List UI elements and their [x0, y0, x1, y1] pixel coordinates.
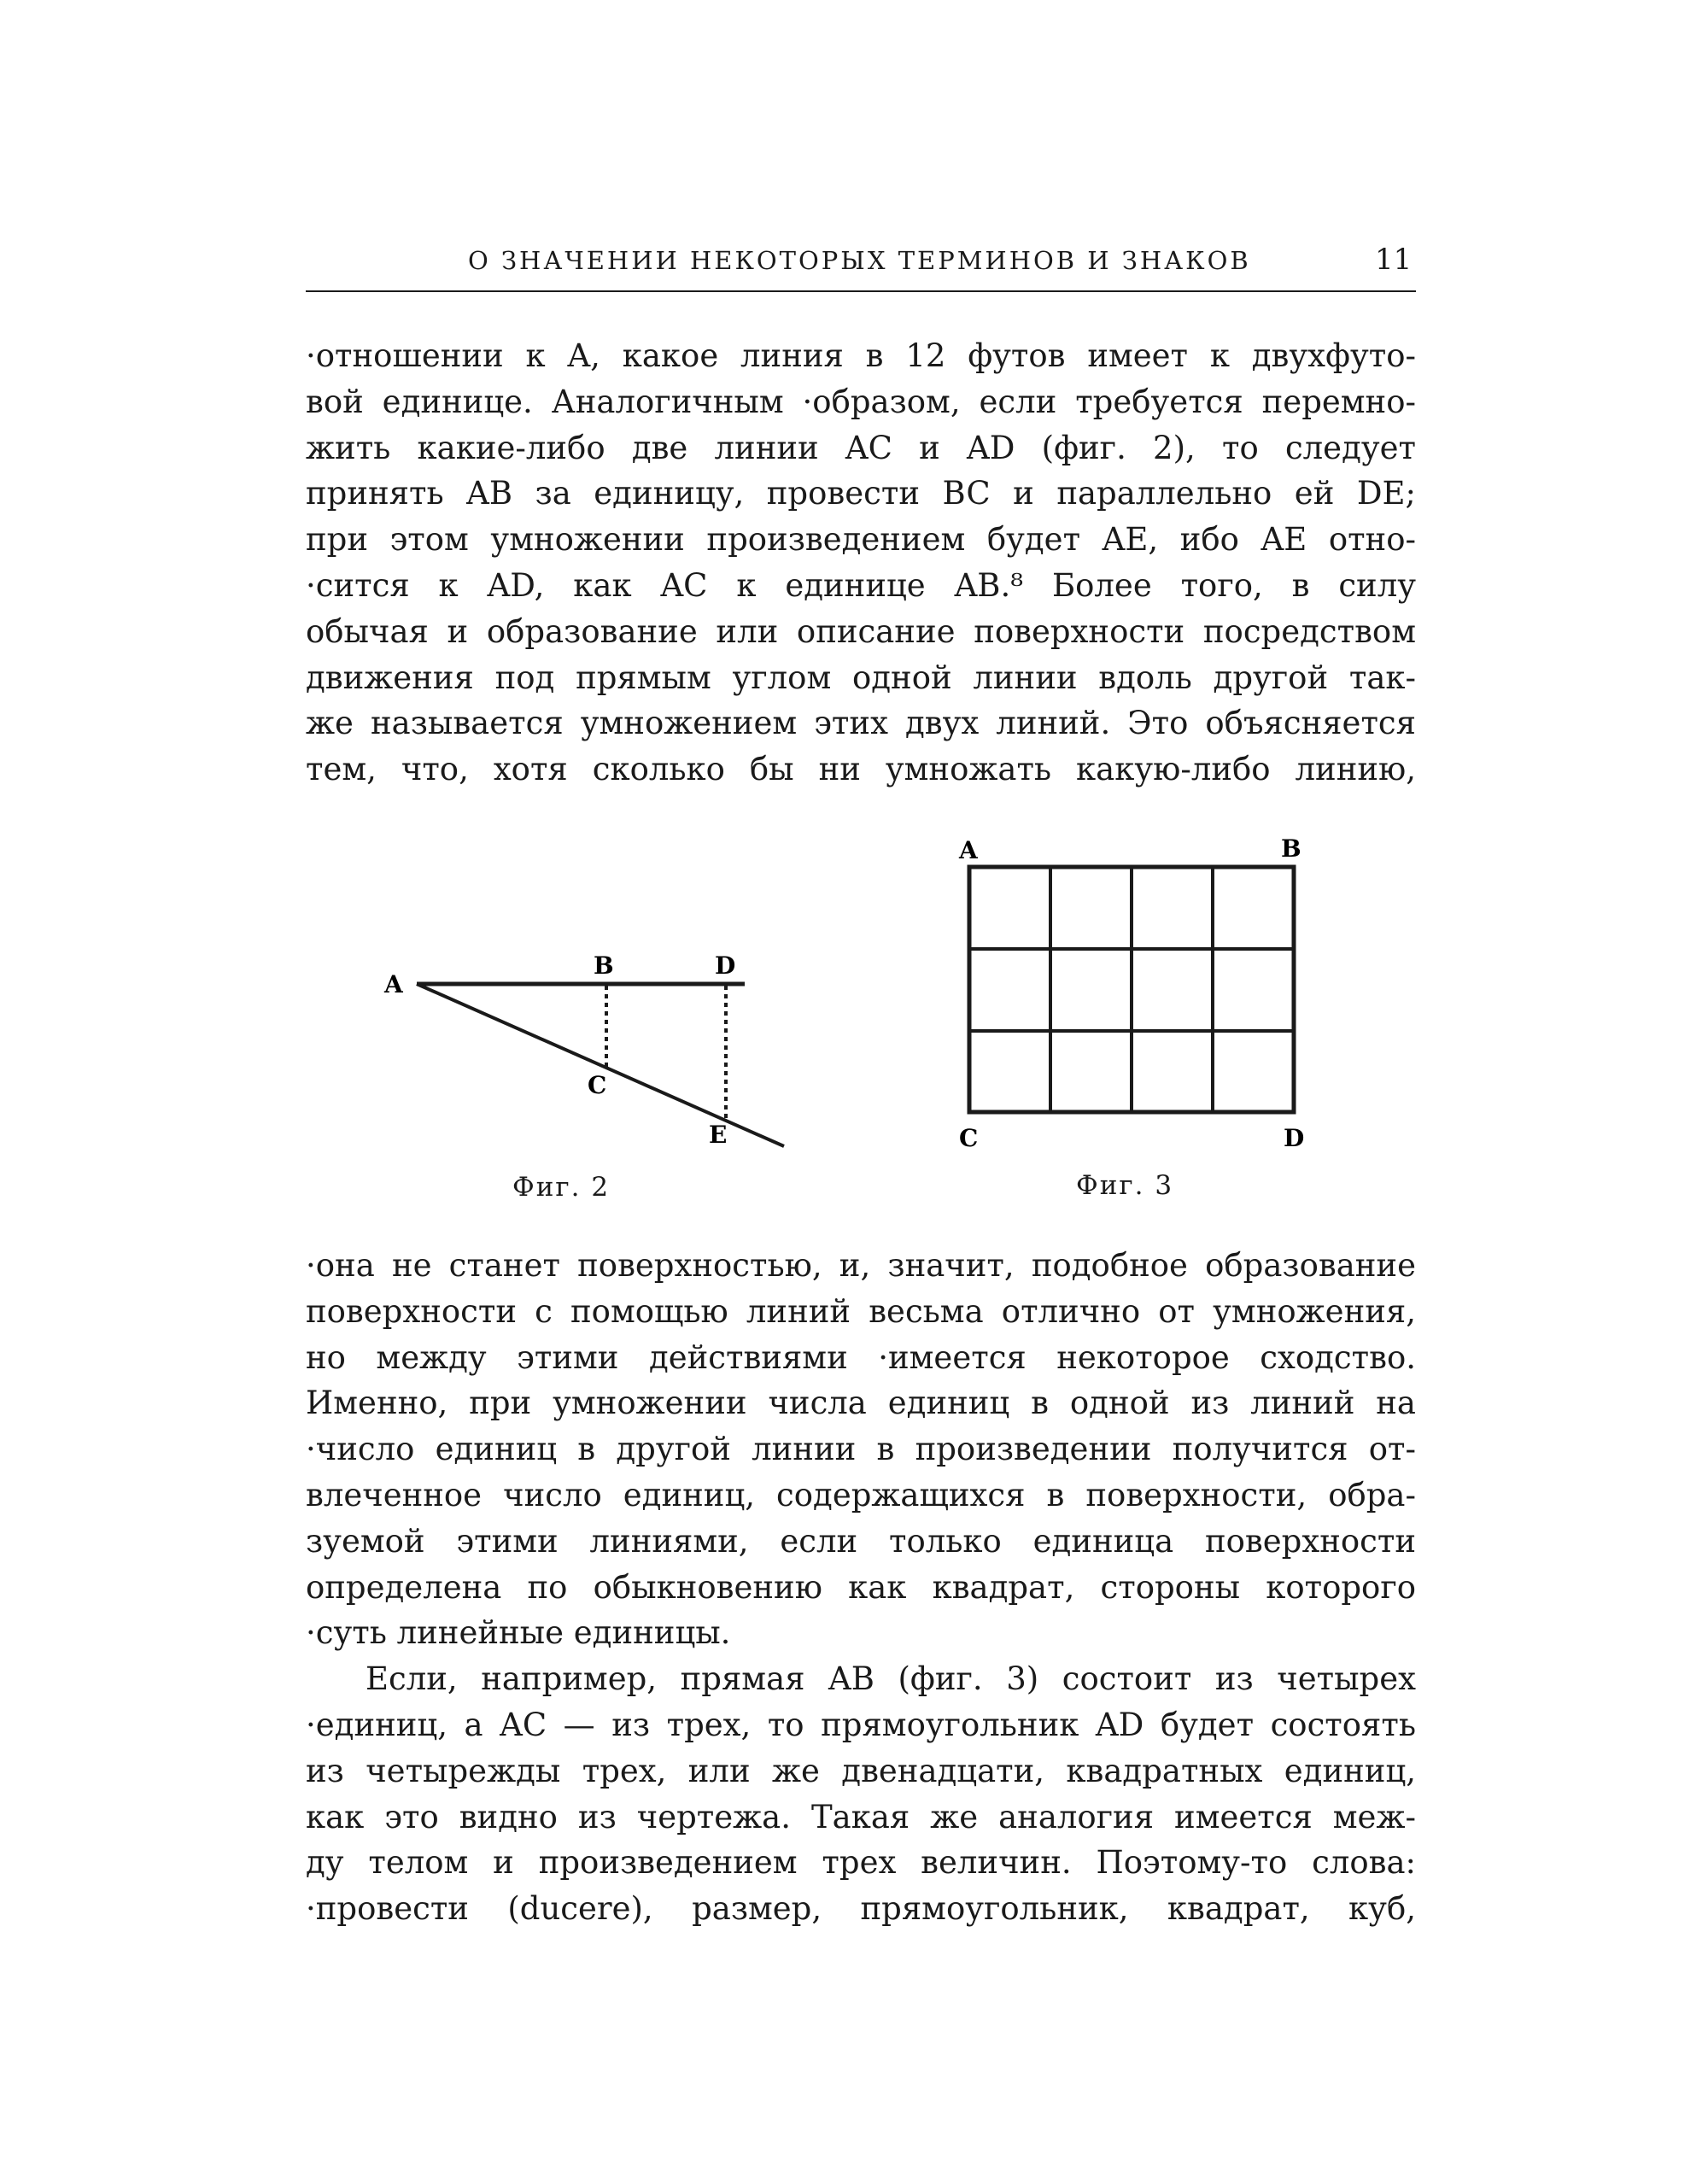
figure-3-caption: Фиг. 3 — [1076, 1170, 1174, 1201]
text-line: же называется умножением этих двух линий. Это объясняется — [306, 705, 1416, 742]
label-b: B — [594, 951, 614, 980]
text-line: как это видно из чертежа. Такая же аналогия имеется меж- — [306, 1798, 1416, 1835]
text-line: ·отношении к A, какое линия в 12 футов имеет к двухфуто- — [306, 337, 1416, 374]
label-d: D — [1284, 1124, 1305, 1152]
header-rule — [306, 290, 1416, 292]
text-line: ·провести (ducere), размер, прямоугольник, квадрат, куб, — [306, 1890, 1416, 1928]
text-line: зуемой этими линиями, если только единица поверхности — [306, 1522, 1416, 1560]
label-a: A — [384, 970, 403, 998]
figure-2 — [376, 931, 803, 1213]
text-line: вой единице. Аналогичным ·образом, если требуется перемно- — [306, 383, 1416, 420]
text-line: тем, что, хотя сколько бы ни умножать какую-либо линию, — [306, 751, 1416, 788]
text-line: движения под прямым углом одной линии вдоль другой так- — [306, 659, 1416, 696]
text-line: ·единиц, а AC — из трех, то прямоугольник AD будет состоять — [306, 1706, 1416, 1743]
text-line: ·число единиц в другой линии в произведении получится от- — [306, 1431, 1416, 1468]
body-text-bottom — [306, 1243, 1416, 1932]
running-head — [306, 229, 1416, 280]
text-line: обычая и образование или описание поверхности посредством — [306, 612, 1416, 650]
text-line: влеченное число единиц, содержащихся в поверхности, обра- — [306, 1476, 1416, 1513]
text-line: ду телом и произведением трех величин. Поэтому-то слова: — [306, 1844, 1416, 1882]
figure-3 — [935, 833, 1337, 1213]
text-line: жить какие-либо две линии AC и AD (фиг. 2), то следует — [306, 429, 1416, 466]
figure-2-caption: Фиг. 2 — [512, 1172, 611, 1203]
label-a: A — [959, 836, 978, 864]
label-b: B — [1281, 834, 1301, 863]
label-e: E — [709, 1121, 728, 1149]
text-line: принять AB за единицу, провести BC и параллельно ей DE; — [306, 475, 1416, 512]
text-line: ·суть линейные единицы. — [306, 1614, 731, 1652]
label-d: D — [715, 951, 736, 980]
running-title: О ЗНАЧЕНИИ НЕКОТОРЫХ ТЕРМИНОВ И ЗНАКОВ — [468, 246, 1251, 275]
text-line: определена по обыкновению как квадрат, стороны которого — [306, 1568, 1416, 1606]
line-ae — [417, 984, 784, 1146]
label-c: C — [588, 1071, 607, 1099]
page-number: 11 — [1375, 243, 1413, 277]
text-line: ·она не станет поверхностью, и, значит, подобное образование — [306, 1247, 1416, 1284]
text-line: но между этими действиями ·имеется некоторое сходство. — [306, 1338, 1416, 1376]
body-text-top — [306, 333, 1416, 793]
text-line: ·сится к AD, как AC к единице AB.⁸ Более того, в силу — [306, 566, 1416, 604]
text-line: из четырежды трех, или же двенадцати, квадратных единиц, — [306, 1752, 1416, 1789]
figure-2-drawing — [376, 931, 803, 1170]
text-line: Именно, при умножении числа единиц в одной из линий на — [306, 1385, 1416, 1422]
text-line: при этом умножении произведением будет AE, ибо AE отно- — [306, 521, 1416, 559]
text-line: поверхности с помощью линий весьма отлично от умножения, — [306, 1292, 1416, 1330]
text-line: Если, например, прямая AB (фиг. 3) состоит из четырех — [366, 1660, 1416, 1698]
label-c: C — [959, 1124, 979, 1152]
figure-3-drawing — [935, 833, 1337, 1157]
